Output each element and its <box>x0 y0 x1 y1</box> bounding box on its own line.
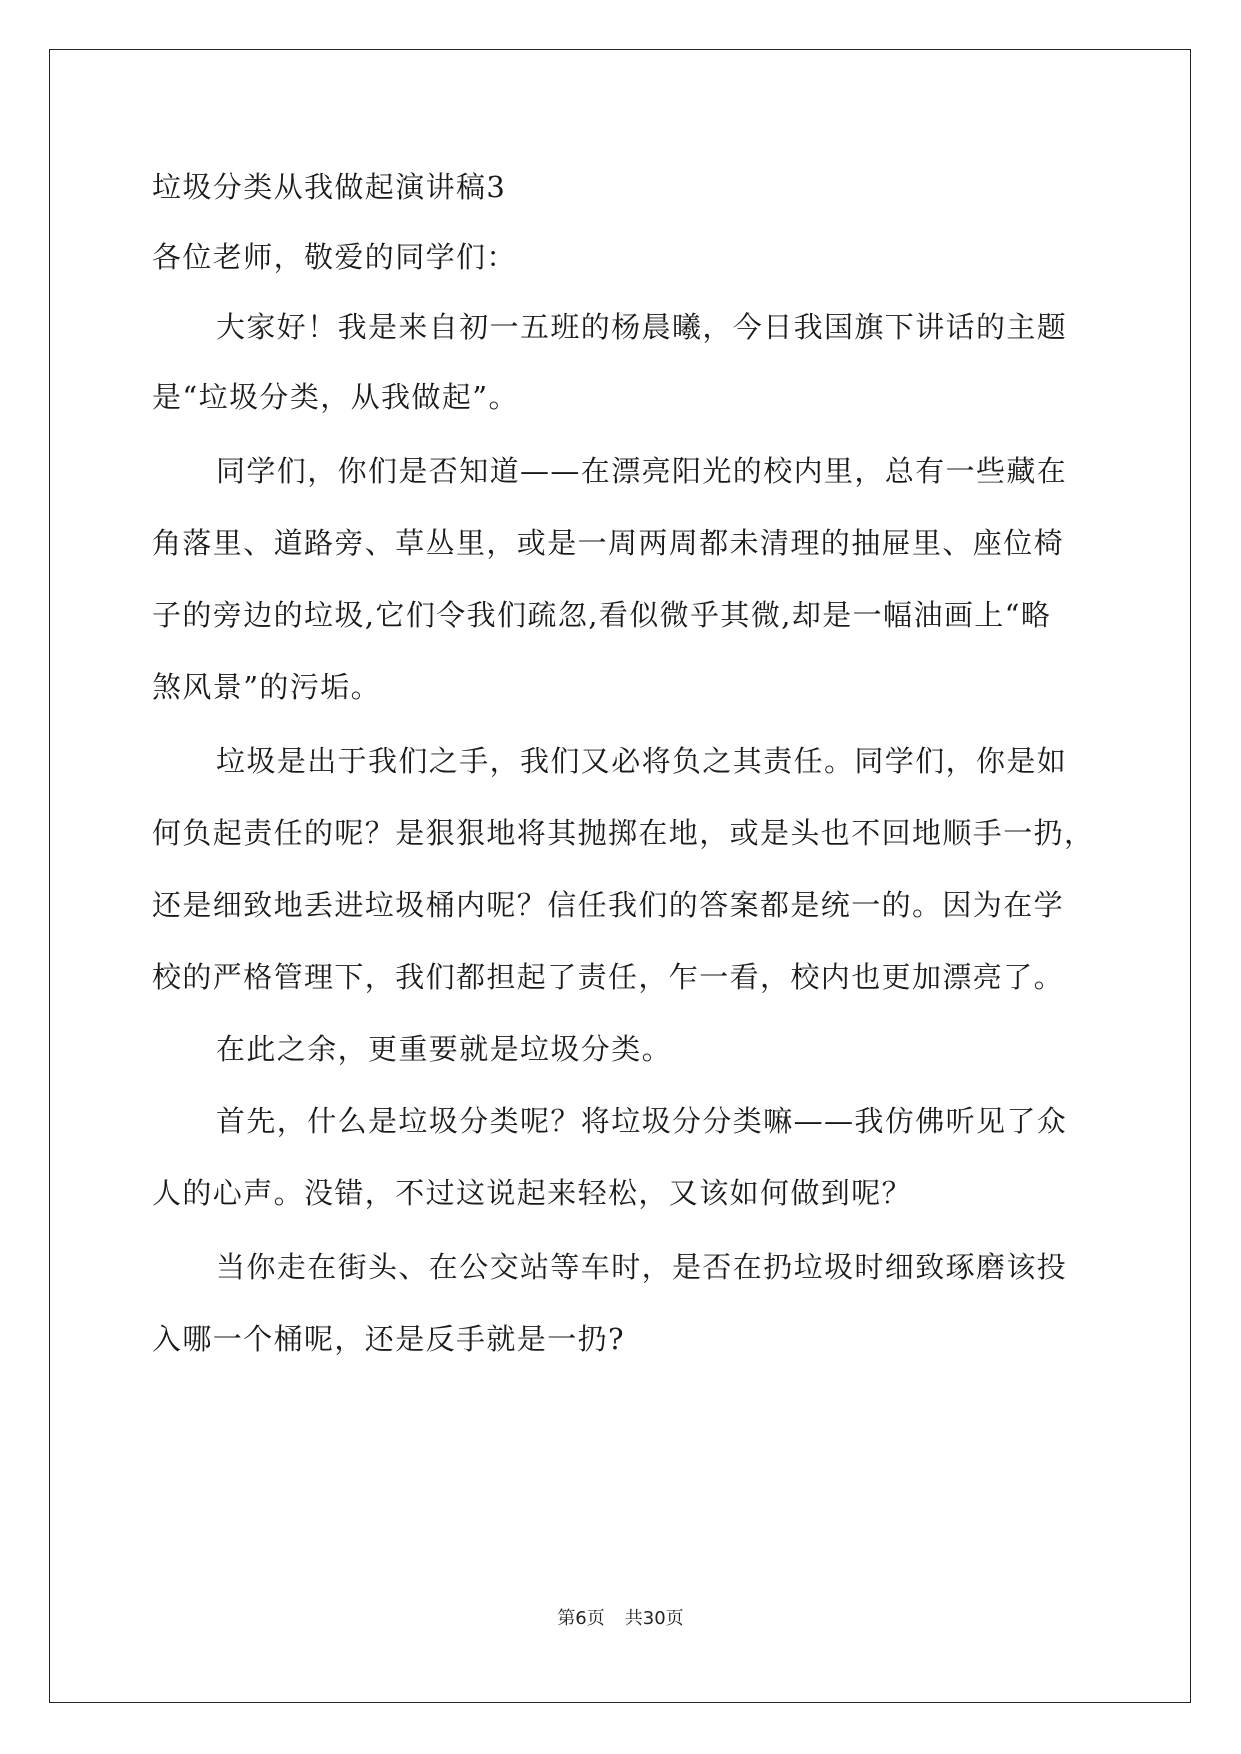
page-total: 共30页 <box>624 1608 684 1629</box>
paragraph-line: 煞风景”的污垢。 <box>152 670 382 704</box>
paragraph-line: 同学们，你们是否知道——在漂亮阳光的校内里，总有一些藏在 <box>216 454 1068 488</box>
page-footer <box>0 1604 1241 1630</box>
page-border <box>49 49 1191 1703</box>
paragraph-line: 还是细致地丢进垃圾桶内呢？信任我们的答案都是统一的。因为在学 <box>152 888 1065 922</box>
paragraph-line: 大家好！我是来自初一五班的杨晨曦，今日我国旗下讲话的主题 <box>216 310 1068 344</box>
paragraph-line: 垃圾是出于我们之手，我们又必将负之其责任。同学们，你是如 <box>216 744 1068 778</box>
paragraph-line: 人的心声。没错，不过这说起来轻松，又该如何做到呢？ <box>152 1176 913 1210</box>
page-number: 第6页 <box>557 1608 605 1629</box>
paragraph-line: 校的严格管理下，我们都担起了责任，乍一看，校内也更加漂亮了。 <box>152 960 1065 994</box>
paragraph-line: 入哪一个桶呢，还是反手就是一扔? <box>152 1322 625 1356</box>
paragraph-line: 在此之余，更重要就是垃圾分类。 <box>216 1032 673 1066</box>
document-title: 垃圾分类从我做起演讲稿3 <box>152 170 507 204</box>
paragraph-line: 何负起责任的呢？是狠狠地将其抛掷在地，或是头也不回地顺手一扔， <box>152 816 1095 850</box>
paragraph-line: 是“垃圾分类，从我做起”。 <box>152 380 519 414</box>
paragraph-line: 当你走在街头、在公交站等车时，是否在扔垃圾时细致琢磨该投 <box>216 1250 1068 1284</box>
paragraph-line: 角落里、道路旁、草丛里，或是一周两周都未清理的抽屉里、座位椅 <box>152 526 1065 560</box>
greeting-line: 各位老师，敬爱的同学们： <box>152 240 517 274</box>
paragraph-line: 首先，什么是垃圾分类呢？将垃圾分分类嘛——我仿佛听见了众 <box>216 1104 1068 1138</box>
paragraph-line: 子的旁边的垃圾,它们令我们疏忽,看似微乎其微,却是一幅油画上“略 <box>152 598 1052 632</box>
